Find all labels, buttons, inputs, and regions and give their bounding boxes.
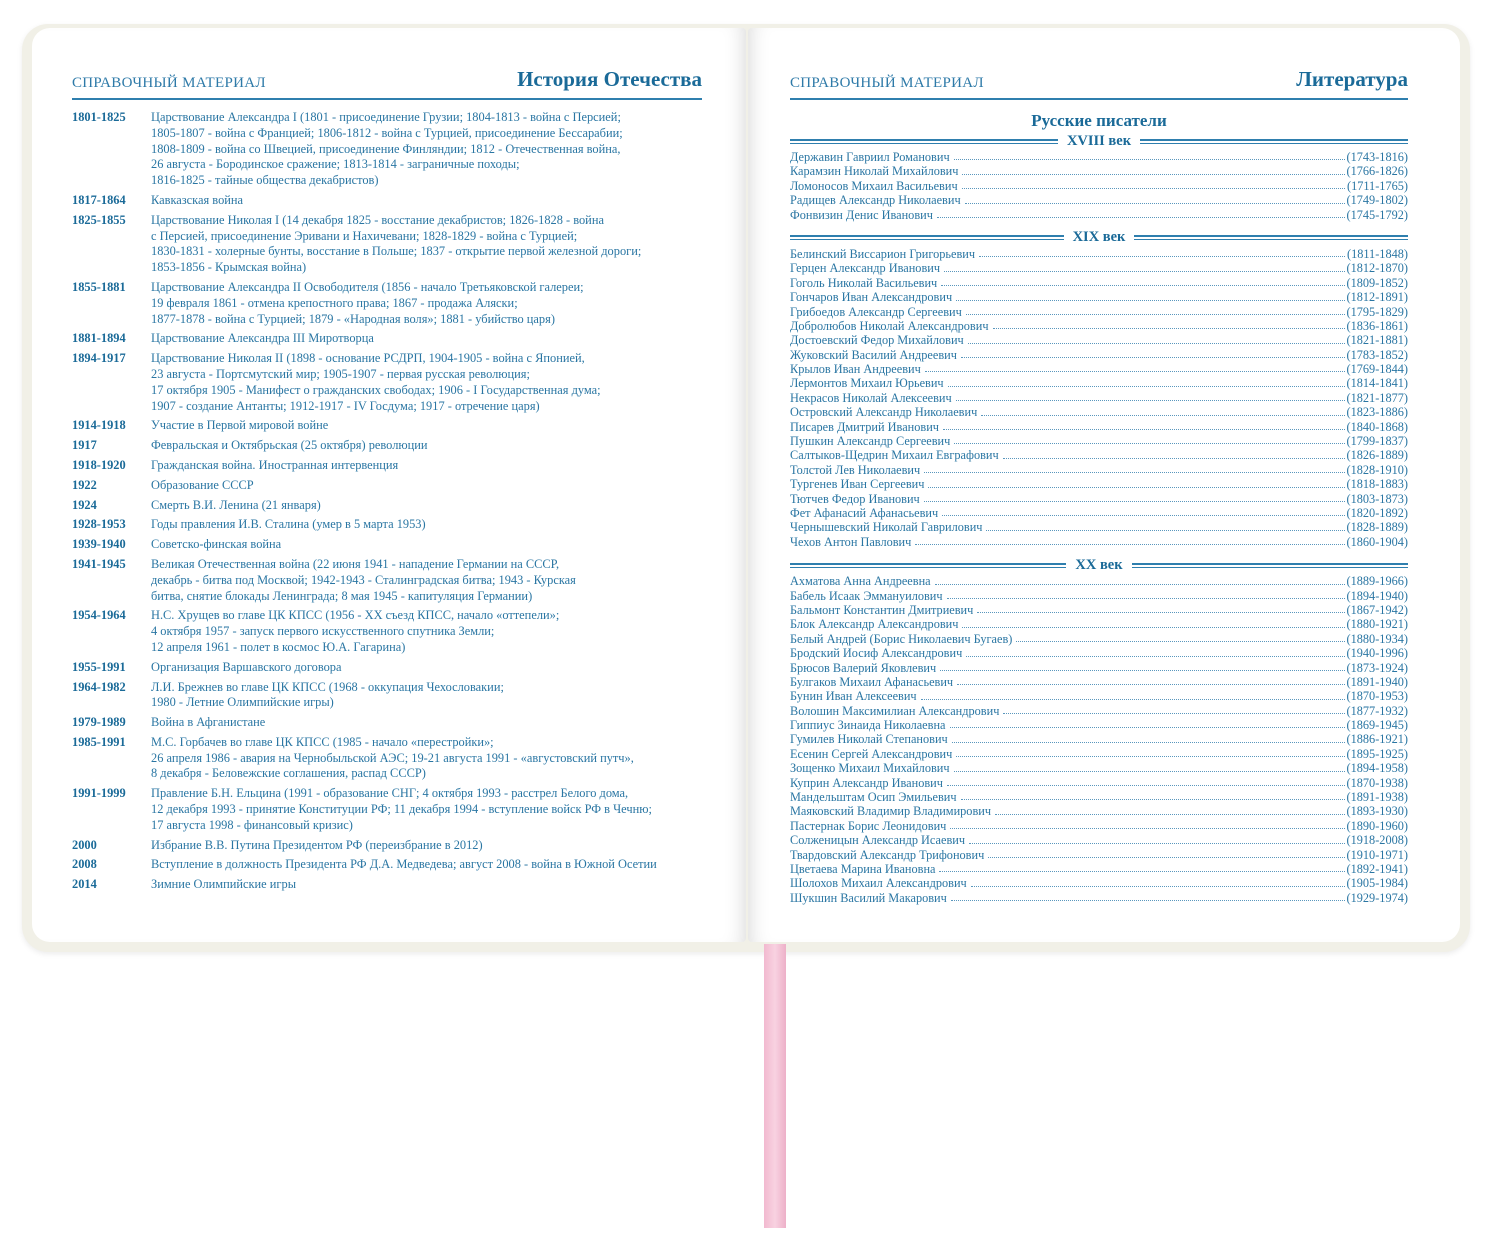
writer-name: Твардовский Александр Трифонович [790,847,985,862]
writer-years: (1895-1925) [1346,746,1408,761]
writer-name: Белинский Виссарион Григорьевич [790,246,976,261]
timeline-row [72,735,702,782]
century-section [790,133,1408,222]
timeline-years: 1979-1989 [72,715,126,730]
century-section [790,230,1408,549]
timeline-years: 2000 [72,837,97,852]
heading-rule [1140,139,1408,144]
writer-row [790,391,1408,405]
writer-name: Куприн Александр Иванович [790,775,943,790]
writer-row [790,535,1408,549]
writer-name: Бабель Исаак Эммануилович [790,588,943,603]
writer-years: (1743-1816) [1346,150,1408,164]
writer-row [790,876,1408,890]
writer-name: Пастернак Борис Леонидович [790,818,947,833]
dot-leader [937,208,1345,218]
writer-row [790,632,1408,646]
writer-name: Есенин Сергей Александрович [790,746,953,761]
writer-years: (1886-1921) [1346,732,1408,747]
writer-name: Ахматова Анна Андреевна [790,574,931,589]
dot-leader [951,891,1345,901]
writer-years: (1809-1852) [1346,275,1408,290]
writer-row [790,520,1408,534]
timeline-years: 1955-1991 [72,659,126,674]
writer-name: Фонвизин Денис Иванович [790,207,933,222]
writer-name: Булгаков Михаил Афанасьевич [790,674,954,689]
timeline-event: Война в Афганистане [151,715,266,730]
dot-leader [940,661,1344,671]
timeline-event: Л.И. Брежнев во главе ЦК КПСС (1968 - оккупация Чехословакии; 1980 - Летние Олимпийские игры) [151,679,504,710]
timeline-event: Гражданская война. Иностранная интервенция [151,457,399,472]
timeline-years: 1928-1953 [72,517,126,532]
timeline-row [72,608,702,655]
dot-leader [954,434,1344,444]
bookmark-ribbon [764,944,786,1228]
writer-years: (1918-2008) [1346,833,1408,848]
writer-years: (1836-1861) [1346,318,1408,333]
dot-leader [957,675,1344,685]
timeline-row [72,280,702,327]
heading-rule [1132,563,1408,568]
dot-leader [915,535,1344,545]
dot-leader [928,477,1344,487]
writer-row [790,790,1408,804]
century-label: XX век [1075,556,1123,573]
writer-row [790,506,1408,520]
dot-leader [950,819,1344,829]
dot-leader [924,492,1345,502]
writer-name: Шукшин Василий Макарович [790,890,947,905]
writer-row [790,848,1408,862]
timeline-years: 1939-1940 [72,537,126,552]
dot-leader [961,348,1345,358]
dot-leader [966,646,1344,656]
dot-leader [939,862,1344,872]
writer-name: Некрасов Николай Алексеевич [790,390,952,405]
timeline-years: 1985-1991 [72,734,126,749]
writer-years: (1820-1892) [1346,505,1408,520]
writer-row [790,732,1408,746]
writer-years: (1812-1891) [1346,290,1408,305]
dot-leader [947,776,1345,786]
writer-row [790,376,1408,390]
writer-row [790,718,1408,732]
dot-leader [925,362,1345,372]
writers-list [790,133,1408,905]
writer-name: Гумилев Николай Степанович [790,732,948,747]
writer-name: Гончаров Иван Александрович [790,290,953,305]
timeline-years: 1917 [72,438,97,453]
heading-rule [1134,235,1408,240]
dot-leader [995,804,1344,814]
writer-row [790,420,1408,434]
writer-name: Островский Александр Николаевич [790,405,978,420]
timeline-event: Царствование Александра I (1801 - присоединение Грузии; 1804-1813 - война с Персией; 1805-1807 - война с Францией; 1806-1812 - война с Турцией, присоединение Бессарабии; 1808-1809 - война со Швецией, присоединение Финляндии; 1812 - Отечественная война, 26 августа - Бородинское сражение; 1813-1814 - заграничные походы; 1816-1825 - тайные общества декабристов) [151,110,623,188]
writer-row [790,675,1408,689]
timeline-years: 1817-1864 [72,192,126,207]
timeline-row [72,877,702,893]
timeline-years: 1881-1894 [72,331,126,346]
dot-leader [924,463,1344,473]
heading-rule [790,563,1066,568]
timeline-event: Кавказская война [151,192,244,207]
writer-years: (1910-1971) [1346,847,1408,862]
timeline-event: Избрание В.В. Путина Президентом РФ (переизбрание в 2012) [151,837,483,852]
timeline-years: 1825-1855 [72,212,126,227]
century-heading [790,230,1408,246]
century-heading [790,133,1408,149]
writer-name: Бунин Иван Алексеевич [790,689,917,704]
timeline-event: Организация Варшавского договора [151,659,342,674]
writer-name: Волошин Максимилиан Александрович [790,703,1000,718]
writer-years: (1894-1940) [1346,588,1408,603]
writer-row [790,434,1408,448]
dot-leader [993,319,1345,329]
dot-leader [962,617,1344,627]
timeline-row [72,193,702,209]
writer-name: Грибоедов Александр Сергеевич [790,304,962,319]
timeline-years: 1964-1982 [72,679,126,694]
writer-row [790,603,1408,617]
writer-name: Тютчев Федор Иванович [790,491,920,506]
century-heading [790,557,1408,573]
writer-row [790,661,1408,675]
writer-years: (1892-1941) [1346,861,1408,876]
writer-name: Добролюбов Николай Александрович [790,318,989,333]
timeline-event: Советско-финская война [151,537,282,552]
writer-years: (1929-1974) [1346,890,1408,905]
timeline-event: Образование СССР [151,477,254,492]
writer-years: (1811-1848) [1346,246,1408,261]
timeline-event: Н.С. Хрущев во главе ЦК КПСС (1956 - XX съезд КПСС, начало «оттепели»; 4 октября 1957 - запуск первого искусственного спутника Земли; 12 апреля 1961 - полет в космос Ю.А. Гагарина) [151,608,560,654]
timeline-years: 1801-1825 [72,110,126,124]
dot-leader [948,376,1345,386]
heading-rule [790,235,1064,240]
writer-name: Пушкин Александр Сергеевич [790,434,951,449]
dot-leader [968,333,1345,343]
writer-name: Брюсов Валерий Яковлевич [790,660,937,675]
writer-years: (1877-1932) [1346,703,1408,718]
writer-years: (1799-1837) [1346,434,1408,449]
timeline-years: 1924 [72,497,97,512]
dot-leader [977,603,1344,613]
timeline-row [72,857,702,873]
writer-name: Жуковский Василий Андреевич [790,347,957,362]
writer-years: (1818-1883) [1346,477,1408,492]
timeline-years: 1914-1918 [72,418,126,433]
dot-leader [986,520,1344,530]
writer-name: Ломоносов Михаил Васильевич [790,178,958,193]
writer-name: Маяковский Владимир Владимирович [790,804,992,819]
dot-leader [921,689,1345,699]
writer-years: (1745-1792) [1346,207,1408,222]
writer-years: (1891-1940) [1346,674,1408,689]
timeline-event: Правление Б.Н. Ельцина (1991 - образование СНГ; 4 октября 1993 - расстрел Белого дома, 12 декабря 1993 - принятие Конституции РФ; 11 декабря 1994 - вступление войск РФ в Чечню; 17 августа 1998 - финансовый кризис) [151,786,652,832]
dot-leader [988,848,1344,858]
writer-name: Тургенев Иван Сергеевич [790,477,925,492]
writer-name: Шолохов Михаил Александрович [790,876,967,891]
dot-leader [950,718,1345,728]
timeline-event: М.С. Горбачев во главе ЦК КПСС (1985 - начало «перестройки»; 26 апреля 1986 - авария на Чернобыльской АЭС; 19-21 августа 1991 - «августовский путч», 8 декабря - Беловежские соглашения, распад СССР) [151,734,634,781]
dot-leader [947,589,1345,599]
writer-row [790,193,1408,207]
timeline-event: Февральская и Октябрьская (25 октября) революции [151,438,428,453]
dot-leader [969,833,1344,843]
writer-row [790,776,1408,790]
dot-leader [941,276,1344,286]
timeline-row [72,517,702,533]
timeline-years: 1922 [72,477,97,492]
writer-years: (1894-1958) [1346,761,1408,776]
timeline-event: Царствование Александра III Миротворца [151,331,374,346]
writer-row [790,333,1408,347]
writer-row [790,276,1408,290]
timeline-event: Годы правления И.В. Сталина (умер в 5 марта 1953) [151,517,426,532]
timeline-row [72,557,702,604]
writer-name: Цветаева Марина Ивановна [790,861,936,876]
writer-name: Салтыков-Щедрин Михаил Евграфович [790,448,999,463]
writer-name: Гиппиус Зинаида Николаевна [790,718,946,733]
writer-row [790,247,1408,261]
writer-row [790,290,1408,304]
writer-row [790,405,1408,419]
timeline-years: 1941-1945 [72,556,126,571]
writer-name: Бальмонт Константин Дмитриевич [790,602,974,617]
writer-row [790,362,1408,376]
right-page [748,28,1460,942]
timeline-event: Царствование Александра II Освободителя (1856 - начало Третьяковской галереи; 19 февраля 1861 - отмена крепостного права; 1867 - продажа Аляски; 1877-1878 - война с Турцией; 1879 - «Народная воля»; 1881 - убийство царя) [151,279,584,326]
writer-row [790,891,1408,905]
writer-row [790,261,1408,275]
dot-leader [1016,632,1344,642]
century-label: XVIII век [1066,132,1132,149]
timeline-row [72,478,702,494]
history-timeline [72,110,702,893]
timeline-years: 1894-1917 [72,351,126,366]
writer-years: (1711-1765) [1346,178,1408,193]
writer-years: (1860-1904) [1346,534,1408,549]
writer-years: (1867-1942) [1346,602,1408,617]
dot-leader [942,506,1344,516]
right-page-header [790,64,1408,100]
writer-row [790,646,1408,660]
left-page-title: История Отечества [517,67,702,91]
heading-rule [790,139,1058,144]
dot-leader [971,876,1345,886]
writer-name: Белый Андрей (Борис Николаевич Бугаев) [790,631,1013,646]
writer-row [790,305,1408,319]
writer-years: (1803-1873) [1346,491,1408,506]
dot-leader [943,420,1345,430]
writer-years: (1812-1870) [1346,261,1408,276]
dot-leader [981,405,1344,415]
left-page-kicker: СПРАВОЧНЫЙ МАТЕРИАЛ [72,75,266,91]
timeline-row [72,458,702,474]
writer-row [790,704,1408,718]
dot-leader [966,305,1345,315]
writer-row [790,862,1408,876]
writer-row [790,804,1408,818]
timeline-row [72,715,702,731]
timeline-years: 2008 [72,857,97,872]
writer-years: (1869-1945) [1346,718,1408,733]
writer-years: (1769-1844) [1346,362,1408,377]
writer-name: Радищев Александр Николаевич [790,193,961,208]
writer-row [790,179,1408,193]
timeline-row [72,331,702,347]
dot-leader [1003,704,1344,714]
timeline-row [72,213,702,276]
writer-row [790,689,1408,703]
timeline-years: 2014 [72,877,97,892]
writer-years: (1766-1826) [1346,164,1408,179]
timeline-row [72,680,702,712]
writer-years: (1840-1868) [1346,419,1408,434]
writer-years: (1870-1953) [1346,689,1408,704]
dot-leader [962,164,1344,174]
writer-years: (1783-1852) [1346,347,1408,362]
writer-name: Писарев Дмитрий Иванович [790,419,939,434]
writer-row [790,477,1408,491]
writer-name: Фет Афанасий Афанасьевич [790,505,939,520]
dot-leader [956,391,1345,401]
right-page-kicker: СПРАВОЧНЫЙ МАТЕРИАЛ [790,75,984,91]
writer-years: (1940-1996) [1346,646,1408,661]
writer-row [790,150,1408,164]
writer-name: Гоголь Николай Васильевич [790,275,938,290]
century-section [790,557,1408,905]
dot-leader [965,193,1345,203]
writer-row [790,492,1408,506]
writer-name: Лермонтов Михаил Юрьевич [790,376,944,391]
dot-leader [954,761,1345,771]
dot-leader [935,574,1345,584]
writer-years: (1891-1938) [1346,790,1408,805]
timeline-years: 1918-1920 [72,457,126,472]
timeline-event: Смерть В.И. Ленина (21 января) [151,497,321,512]
timeline-row [72,660,702,676]
right-page-title: Литература [1296,67,1408,91]
writer-years: (1905-1984) [1346,876,1408,891]
timeline-event: Великая Отечественная война (22 июня 1941 - нападение Германии на СССР, декабрь - битва под Москвой; 1942-1943 - Сталинградская битва; 1943 - Курская битва, снятие блокады Ленинграда; 8 мая 1945 - капитуляция Германии) [151,556,576,603]
timeline-row [72,498,702,514]
dot-leader [952,732,1345,742]
left-page [32,28,746,942]
writer-years: (1880-1934) [1346,631,1408,646]
writer-years: (1826-1889) [1346,448,1408,463]
dot-leader [1003,448,1345,458]
writer-row [790,747,1408,761]
timeline-row [72,537,702,553]
dot-leader [944,261,1344,271]
writer-name: Карамзин Николай Михайлович [790,164,959,179]
writer-years: (1880-1921) [1346,617,1408,632]
writer-name: Солженицын Александр Исаевич [790,833,966,848]
writer-name: Блок Александр Александрович [790,617,959,632]
writer-row [790,319,1408,333]
writer-row [790,164,1408,178]
writer-name: Державин Гавриил Романович [790,150,950,164]
writer-years: (1828-1910) [1346,462,1408,477]
writer-years: (1821-1881) [1346,333,1408,348]
timeline-event: Зимние Олимпийские игры [151,877,297,892]
timeline-years: 1991-1999 [72,786,126,801]
dot-leader [961,790,1345,800]
dot-leader [956,747,1344,757]
writer-years: (1749-1802) [1346,193,1408,208]
writer-row [790,208,1408,222]
writer-row [790,348,1408,362]
writer-row [790,463,1408,477]
writer-name: Достоевский Федор Михайлович [790,333,964,348]
writer-row [790,589,1408,603]
writer-name: Мандельштам Осип Эмильевич [790,790,957,805]
writer-name: Зощенко Михаил Михайлович [790,761,950,776]
timeline-row [72,438,702,454]
writer-row [790,448,1408,462]
writer-name: Чехов Антон Павлович [790,534,912,549]
dot-leader [962,179,1345,189]
dot-leader [979,247,1345,257]
writer-years: (1890-1960) [1346,818,1408,833]
writer-name: Толстой Лев Николаевич [790,462,921,477]
writer-name: Герцен Александр Иванович [790,261,941,276]
dot-leader [956,290,1344,300]
writer-years: (1870-1938) [1346,775,1408,790]
dot-leader [954,150,1345,160]
writer-name: Крылов Иван Андреевич [790,362,921,377]
timeline-event: Царствование Николая II (1898 - основание РСДРП, 1904-1905 - война с Японией, 23 августа - Портсмутский мир; 1905-1907 - первая русская революция; 17 октября 1905 - Манифест о гражданских свободах; 1906 - I Государственная дума; 1907 - создание Антанты; 1912-1917 - IV Госдума; 1917 - отречение царя) [151,351,601,413]
century-label: XIX век [1072,229,1126,246]
writer-row [790,617,1408,631]
timeline-event: Участие в Первой мировой войне [151,418,329,433]
writer-years: (1821-1877) [1346,390,1408,405]
writer-row [790,833,1408,847]
writer-row [790,574,1408,588]
left-page-header [72,64,702,100]
writer-row [790,761,1408,775]
writer-years: (1795-1829) [1346,304,1408,319]
timeline-row [72,418,702,434]
writers-subtitle: Русские писатели [1031,111,1167,130]
writer-name: Бродский Иосиф Александрович [790,646,963,661]
writer-years: (1889-1966) [1346,574,1408,589]
writer-row [790,819,1408,833]
timeline-event: Царствование Николая I (14 декабря 1825 - восстание декабристов; 1826-1828 - война с Персией, присоединение Эривани и Нахичевани; 1828-1829 - война с Турцией; 1830-1831 - холерные бунты, восстание в Польше; 1837 - открытие первой железной дороги; 1853-1856 - Крымская война) [151,212,642,275]
writer-years: (1814-1841) [1346,376,1408,391]
writer-years: (1828-1889) [1346,520,1408,535]
timeline-row [72,786,702,833]
timeline-years: 1855-1881 [72,279,126,294]
writer-years: (1823-1886) [1346,405,1408,420]
writer-name: Чернышевский Николай Гаврилович [790,520,983,535]
timeline-event: Вступление в должность Президента РФ Д.А. Медведева; август 2008 - война в Южной Осетии [151,857,657,872]
writer-years: (1873-1924) [1346,660,1408,675]
timeline-row [72,351,702,414]
timeline-row [72,110,702,189]
timeline-years: 1954-1964 [72,608,126,623]
writer-years: (1893-1930) [1346,804,1408,819]
timeline-row [72,838,702,854]
